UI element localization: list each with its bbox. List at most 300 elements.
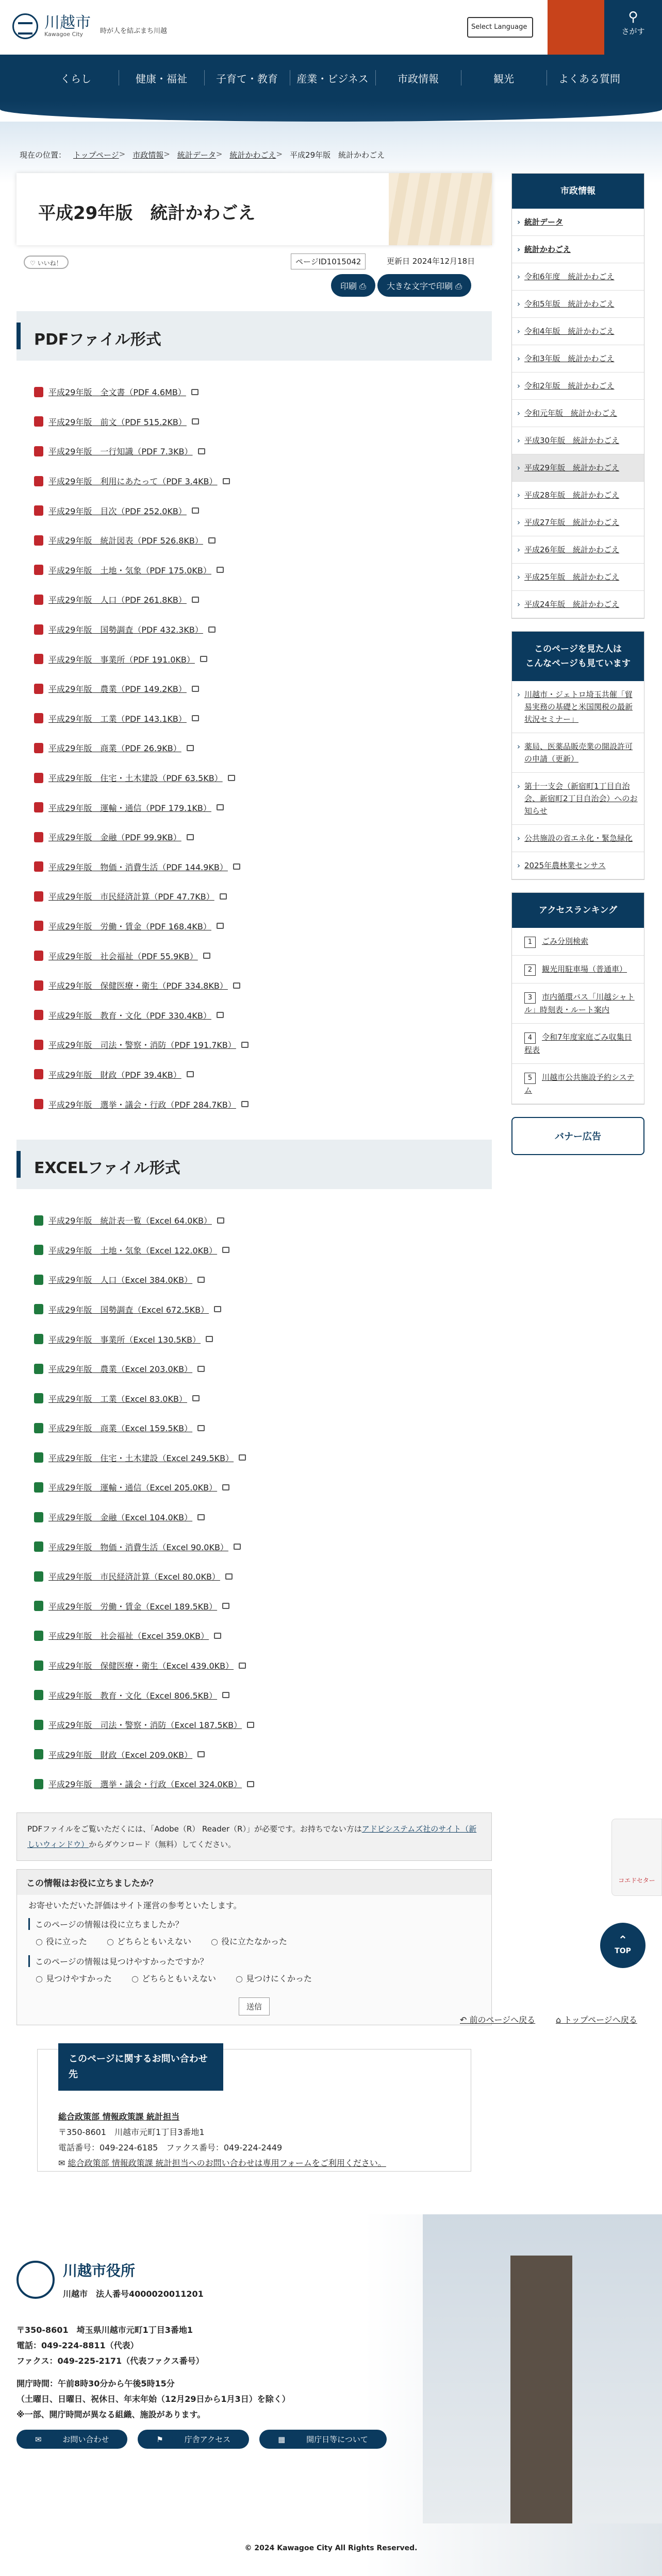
sidebar-link[interactable]: 平成28年版 統計かわごえ [524,490,620,500]
gnav-item-5[interactable]: 観光 [461,55,547,101]
sidebar-link[interactable]: 観光用駐車場（普通車） [542,964,627,974]
radio-option[interactable]: ○ 役に立った [36,1935,87,1947]
file-link-item[interactable] [16,1651,492,1681]
file-link[interactable]: 平成29年版 市民経済計算（Excel 80.0KB） [48,1572,220,1582]
adobe-link[interactable]: アドビシステムズ社のサイト（新しいウィンドウ） [27,1824,477,1849]
file-link-item[interactable] [16,377,492,407]
contact-address: 〒350-8601 川越市元町1丁目3番地1 [58,2127,205,2137]
footer-address-line: 開庁時間：午前8時30分から午後5時15分 [16,2379,175,2388]
file-link-item[interactable] [16,704,492,734]
breadcrumb-item[interactable]: 市政情報 [133,150,164,160]
sidebar-link[interactable]: 平成29年版 統計かわごえ [524,463,620,472]
pdf-icon [34,743,43,753]
sidebar-link[interactable]: 第十一支会（新宿町1丁目自治会、新宿町2丁目自治会）へのお知らせ [524,782,638,816]
sidebar-link[interactable]: 公共施設の省エネ化・緊急緑化 [524,834,633,843]
menu-button[interactable] [548,0,604,55]
file-link-item[interactable] [16,971,492,1001]
file-link-item[interactable] [16,1000,492,1030]
sidebar-item[interactable] [512,454,644,482]
pdf-icon [34,535,43,546]
radio-option[interactable]: ○ どちらともいえない [107,1935,191,1947]
file-link-item[interactable] [16,1680,492,1710]
file-link[interactable]: 平成29年版 国勢調査（Excel 672.5KB） [48,1304,209,1315]
file-link-item[interactable] [16,1502,492,1532]
sidebar-link[interactable]: 2025年農林業センサス [524,861,606,870]
gnav-item-6[interactable]: よくある質問 [547,55,632,101]
pdf-note-text: PDFファイルをご覧いただくには、「Adobe（R） Reader（R）」が必要です。お持ちでない方は [27,1824,362,1834]
external-window-icon [187,745,194,751]
map-icon: ⚑ [147,2431,172,2448]
related-list [512,681,644,879]
external-window-icon [192,597,199,603]
excel-icon [34,1512,43,1522]
pdf-icon [34,446,43,456]
sidebar-link[interactable]: 平成30年版 統計かわごえ [524,436,620,445]
file-link[interactable]: 平成29年版 土地・気象（PDF 175.0KB） [48,565,211,575]
sidebar-item[interactable] [512,591,644,618]
file-link-item[interactable] [16,1621,492,1651]
sidebar-link[interactable]: 平成24年版 統計かわごえ [524,600,620,609]
external-window-icon [222,1247,229,1253]
file-link-item[interactable] [16,526,492,555]
file-link-item[interactable] [16,436,492,466]
external-window-icon [233,863,240,870]
search-button[interactable] [604,0,662,55]
excel-icon [34,1779,43,1789]
file-link[interactable]: 平成29年版 住宅・土木建設（Excel 249.5KB） [48,1453,234,1463]
excel-icon [34,1393,43,1403]
external-window-icon [239,1663,246,1669]
sidebar-item[interactable] [512,427,644,454]
sidebar-item[interactable] [512,681,644,733]
ranking-title: アクセスランキング [512,893,644,928]
file-link-item[interactable] [16,911,492,941]
calendar-icon: ▦ [269,2431,294,2448]
external-window-icon [217,923,224,929]
external-window-icon [217,1012,224,1018]
footer-address-line: ※一部、開庁時間が異なる組織、施設があります。 [16,2410,206,2419]
pdf-reader-note [16,1812,492,1861]
sidebar-item[interactable] [512,852,644,879]
breadcrumb-item[interactable]: 統計かわごえ [229,150,276,160]
file-link[interactable]: 平成29年版 選挙・議会・行政（Excel 324.0KB） [48,1780,242,1790]
sidebar-item[interactable] [512,564,644,591]
file-link-item[interactable] [16,1324,492,1354]
file-link[interactable]: 平成29年版 住宅・土木建設（PDF 63.5KB） [48,773,223,784]
external-window-icon [228,775,235,781]
file-link[interactable]: 平成29年版 教育・文化（PDF 330.4KB） [48,1010,211,1021]
language-select[interactable]: Select Language [467,17,533,38]
file-link-item[interactable] [16,1235,492,1265]
excel-icon [34,1452,43,1463]
sidebar-item[interactable] [512,956,644,984]
ranking-list [512,928,644,1104]
home-icon: ⌂ [556,2015,561,2025]
file-link-item[interactable] [16,1532,492,1562]
excel-icon [34,1690,43,1700]
top-page-label: トップページへ戻る [564,2015,637,2025]
external-window-icon [220,893,227,900]
file-link-item[interactable] [16,615,492,645]
file-link-item[interactable] [16,555,492,585]
sidebar-item[interactable] [512,1064,644,1104]
sidebar-item[interactable] [512,291,644,318]
external-window-icon [223,478,230,484]
sidebar-item[interactable] [512,482,644,509]
external-window-icon [247,1722,254,1728]
breadcrumb-item[interactable]: トップページ [73,150,119,160]
file-link-item[interactable] [16,941,492,971]
sidebar [511,173,644,1155]
file-link[interactable]: 平成29年版 保健医療・衛生（Excel 439.0KB） [48,1661,234,1671]
external-window-icon [197,1514,205,1520]
external-window-icon [241,1042,249,1048]
file-link[interactable]: 平成29年版 利用にあたって（PDF 3.4KB） [48,477,218,487]
catchphrase: 時が人を結ぶまち川越 [100,27,168,35]
file-link[interactable]: 平成29年版 労働・賃金（Excel 189.5KB） [48,1601,218,1612]
file-link-item[interactable] [16,733,492,763]
radio-option[interactable]: ○ 役に立たなかった [211,1935,287,1947]
file-link[interactable]: 平成29年版 国勢調査（PDF 432.3KB） [48,625,203,635]
file-link[interactable]: 平成29年版 一行知識（PDF 7.3KB） [48,447,193,457]
page-meta [16,245,492,291]
sidebar-link[interactable]: 薬局、医薬品販売業の開設許可の申請（更新） [524,742,633,764]
file-link[interactable]: 平成29年版 社会福祉（Excel 359.0KB） [48,1631,209,1641]
file-link-item[interactable] [16,466,492,496]
file-link[interactable]: 平成29年版 金融（PDF 99.9KB） [48,833,181,843]
sidebar-item[interactable] [512,825,644,852]
external-window-icon [187,1071,194,1077]
banner-ad-link[interactable]: バナー広告 [511,1117,644,1155]
pdf-icon [34,861,43,872]
sidebar-link[interactable]: 令和7年度家庭ごみ収集日程表 [524,1032,632,1055]
file-link[interactable]: 平成29年版 物価・消費生活（PDF 144.9KB） [48,862,228,872]
file-link[interactable]: 平成29年版 事業所（Excel 130.5KB） [48,1334,201,1345]
footer-address [16,2323,290,2422]
file-link[interactable]: 平成29年版 農業（PDF 149.2KB） [48,684,187,694]
excel-icon [34,1660,43,1671]
file-link[interactable]: 平成29年版 労働・賃金（PDF 168.4KB） [48,921,211,931]
print-large-button[interactable] [377,274,471,297]
sidebar-item[interactable] [512,984,644,1024]
sidebar-link[interactable]: ごみ分別検索 [542,937,589,946]
file-link[interactable]: 平成29年版 運輸・通信（PDF 179.1KB） [48,803,211,813]
pdf-icon [34,624,43,635]
sidebar-link[interactable]: 令和6年度 統計かわごえ [524,272,615,281]
file-link-item[interactable] [16,1383,492,1413]
footer-logo [16,2260,204,2299]
sidebar-item[interactable] [512,536,644,564]
bell-tower-image [423,2214,662,2523]
back-link[interactable] [460,2013,535,2025]
print-large-label: 大きな文字で印刷 [387,281,453,291]
footer-btn-label: 庁舎アクセス [175,2431,240,2448]
related-title: このページを見た人は こんなページも見ています [512,632,644,681]
file-link[interactable]: 平成29年版 財政（Excel 209.0KB） [48,1750,193,1760]
file-link-item[interactable] [16,496,492,526]
sidebar-item[interactable] [512,236,644,263]
excel-file-list [16,1206,492,1799]
sidebar-item[interactable] [512,263,644,291]
file-link-item[interactable] [16,1206,492,1235]
external-window-icon [222,1603,229,1609]
sidebar-link[interactable]: 市内循環バス「川越シャトル」時刻表・ルート案内 [524,992,635,1014]
file-link-item[interactable] [16,1769,492,1799]
page-title: 平成29年版 統計かわごえ [38,203,256,224]
gnav-item-0[interactable]: くらし [60,72,91,85]
header-wave [0,101,662,122]
footer-address-line: 電話：049-224-8811（代表） [16,2341,139,2350]
sidebar-nav-list [512,209,644,618]
breadcrumb-item[interactable]: 統計データ [177,150,216,160]
file-link[interactable]: 平成29年版 市民経済計算（PDF 47.7KB） [48,892,214,902]
contact-title: このページに関するお問い合わせ先 [58,2043,223,2091]
file-link[interactable]: 平成29年版 司法・警察・消防（Excel 187.5KB） [48,1720,242,1731]
search-label: さがす [621,27,645,36]
sidebar-link[interactable]: 川越市・ジェトロ埼玉共催「貿易実務の基礎と米国関税の最新状況セミナー」 [524,690,633,724]
sidebar-link[interactable]: 平成26年版 統計かわごえ [524,545,620,554]
sidebar-link[interactable]: 統計かわごえ [524,245,571,254]
external-window-icon [247,1781,254,1787]
external-window-icon [233,982,240,989]
footer-contact-button[interactable] [16,2430,127,2449]
pdf-icon [34,684,43,694]
file-link-item[interactable] [16,1472,492,1502]
file-link[interactable]: 平成29年版 工業（PDF 143.1KB） [48,714,187,724]
file-link[interactable]: 平成29年版 運輸・通信（Excel 205.0KB） [48,1483,218,1493]
file-link-item[interactable] [16,644,492,674]
external-window-icon [222,1484,229,1490]
excel-icon [34,1364,43,1374]
pdf-icon [34,713,43,723]
file-link-item[interactable] [16,1265,492,1295]
footer-btn-label: 開庁日等について [297,2431,377,2448]
external-window-icon [217,804,224,810]
rank-number: 1 [524,937,536,948]
print-button[interactable] [331,274,375,297]
print-label: 印刷 [340,281,357,291]
external-window-icon [214,1633,221,1639]
file-link[interactable]: 平成29年版 教育・文化（Excel 806.5KB） [48,1690,218,1701]
footer-address-line: 〒350-8601 埼玉県川越市元町1丁目3番地1 [16,2325,193,2335]
sidebar-item[interactable] [512,1024,644,1064]
file-link[interactable]: 平成29年版 事業所（PDF 191.0KB） [48,654,195,665]
breadcrumb [20,149,392,160]
excel-icon [34,1571,43,1582]
file-link-item[interactable] [16,407,492,437]
sidebar-nav-box [511,173,644,619]
related-pages-box [511,631,644,880]
sidebar-item[interactable] [512,372,644,400]
file-link[interactable]: 平成29年版 土地・気象（Excel 122.0KB） [48,1245,218,1256]
like-button[interactable]: ♡ いいね！ [24,256,69,269]
file-link[interactable]: 平成29年版 金融（Excel 104.0KB） [48,1513,193,1523]
file-link[interactable]: 平成29年版 工業（Excel 83.0KB） [48,1394,187,1404]
sidebar-link[interactable]: 令和3年版 統計かわごえ [524,354,615,363]
excel-icon [34,1215,43,1226]
external-window-icon [203,953,210,959]
file-link-item[interactable] [16,585,492,615]
sidebar-item[interactable] [512,209,644,236]
external-window-icon [217,567,224,573]
external-window-icon [192,686,199,692]
survey-question-2: このページの情報は見つけやすかったですか？ [28,1955,491,1967]
file-link[interactable]: 平成29年版 商業（Excel 159.5KB） [48,1423,193,1434]
external-window-icon [191,389,198,395]
file-link[interactable]: 平成29年版 人口（PDF 261.8KB） [48,595,187,605]
file-link[interactable]: 平成29年版 物価・消費生活（Excel 90.0KB） [48,1542,228,1552]
search-icon: ⚲ [628,9,638,25]
file-link[interactable]: 平成29年版 財政（PDF 39.4KB） [48,1070,181,1080]
file-link-item[interactable] [16,822,492,852]
external-window-icon [214,1306,221,1312]
file-link[interactable]: 平成29年版 前文（PDF 515.2KB） [48,417,187,427]
rank-number: 2 [524,964,536,976]
file-link[interactable]: 平成29年版 全文書（PDF 4.6MB） [48,387,186,398]
excel-icon [34,1304,43,1314]
pdf-icon [34,1069,43,1079]
excel-heading: EXCELファイル形式 [34,1159,180,1177]
external-window-icon [225,1573,233,1580]
sidebar-item[interactable] [512,509,644,536]
contact-form-link[interactable] [58,2156,386,2171]
file-link[interactable]: 平成29年版 商業（PDF 26.9KB） [48,743,181,754]
sidebar-item[interactable] [512,345,644,372]
page-nav [0,2013,662,2034]
feedback-survey [16,1869,492,2025]
pdf-icon [34,773,43,783]
mail-icon: ✉ [26,2431,51,2448]
file-link[interactable]: 平成29年版 統計図表（PDF 526.8KB） [48,536,203,546]
file-link[interactable]: 平成29年版 司法・警察・消防（PDF 191.7KB） [48,1040,236,1050]
sidebar-link[interactable]: 令和元年版 統計かわごえ [524,409,618,418]
top-label: TOP [615,1947,631,1955]
back-icon: ↶ [460,2015,467,2025]
page-title-box [16,173,492,245]
sidebar-link[interactable]: 令和5年版 統計かわごえ [524,299,615,309]
top-page-link[interactable] [556,2013,637,2025]
file-link-item[interactable] [16,674,492,704]
file-link-item[interactable] [16,1295,492,1325]
excel-icon [34,1601,43,1611]
gnav-item-2[interactable]: 子育て・教育 [204,55,290,101]
file-link-item[interactable] [16,792,492,822]
footer-access-button[interactable] [138,2430,249,2449]
title-decoration [389,173,492,245]
file-link-item[interactable] [16,1591,492,1621]
contact-form-text[interactable]: 総合政策部 情報政策課 統計担当へのお問い合わせは専用フォームをご利用ください。 [68,2158,386,2168]
mascot-widget[interactable]: コエドセター [611,1819,662,1896]
pdf-icon [34,595,43,605]
survey-question-1: このページの情報は役に立ちましたか？ [28,1918,491,1930]
gnav-item-1[interactable]: 健康・福祉 [119,55,204,101]
site-logo[interactable] [12,13,167,39]
file-link-item[interactable] [16,1413,492,1443]
gnav-item-3[interactable]: 産業・ビジネス [290,55,375,101]
contact-box [37,2049,471,2172]
survey-options-2 [17,1967,491,1989]
sidebar-link[interactable]: 統計データ [524,217,564,227]
file-link-item[interactable] [16,763,492,793]
file-link-item[interactable] [16,1354,492,1384]
mail-icon: ✉ [58,2158,65,2168]
sidebar-item[interactable] [512,400,644,427]
sidebar-item[interactable] [512,318,644,345]
radio-option[interactable]: ○ どちらともいえない [131,1972,216,1984]
file-link[interactable]: 平成29年版 農業（Excel 203.0KB） [48,1364,193,1375]
copyright: © 2024 Kawagoe City All Rights Reserved. [244,2544,418,2552]
file-link-item[interactable] [16,1030,492,1060]
external-window-icon [197,1277,205,1283]
file-link[interactable]: 平成29年版 人口（Excel 384.0KB） [48,1275,193,1285]
external-window-icon [222,1692,229,1698]
file-link-item[interactable] [16,882,492,911]
sidebar-item[interactable] [512,773,644,825]
pdf-icon [34,1010,43,1020]
rank-number: 4 [524,1032,536,1044]
radio-option[interactable]: ○ 見つけやすかった [36,1972,112,1984]
contact-org: 総合政策部 情報政策課 統計担当 [58,2111,180,2122]
footer-hours-button[interactable] [259,2430,387,2449]
file-link-item[interactable] [16,1060,492,1090]
external-window-icon [208,626,216,633]
file-link-item[interactable] [16,1710,492,1740]
file-link-item[interactable] [16,1562,492,1591]
back-label: 前のページへ戻る [469,2015,536,2025]
file-link[interactable]: 平成29年版 選挙・議会・行政（PDF 284.7KB） [48,1099,236,1110]
survey-send-button[interactable]: 送信 [239,1997,270,2015]
file-link[interactable]: 平成29年版 社会福祉（PDF 55.9KB） [48,951,198,961]
file-link-item[interactable] [16,1089,492,1119]
sidebar-link[interactable]: 令和2年版 統計かわごえ [524,381,615,391]
radio-option[interactable]: ○ 見つけにくかった [236,1972,312,1984]
printer-icon: ⎙ [455,281,462,291]
external-window-icon [197,1366,205,1372]
survey-intro: お寄せいただいた評価はサイト運営の参考といたします。 [28,1900,242,1910]
file-link-item[interactable] [16,1740,492,1770]
gnav-item-4[interactable]: 市政情報 [375,55,461,101]
ranking-box [511,892,644,1105]
external-window-icon [208,537,216,544]
pdf-icon [34,416,43,427]
site-footer [0,2214,662,2576]
file-link-item[interactable] [16,852,492,882]
file-link[interactable]: 平成29年版 統計表一覧（Excel 64.0KB） [48,1216,212,1226]
pdf-icon [34,951,43,961]
rank-number: 3 [524,992,536,1004]
printer-icon: ⎙ [359,281,366,291]
breadcrumb-separator: > [276,149,283,159]
back-to-top-button[interactable] [600,1923,646,1968]
sidebar-link[interactable]: 平成27年版 統計かわごえ [524,518,620,527]
pdf-file-list [16,377,492,1119]
file-link[interactable]: 平成29年版 保健医療・衛生（PDF 334.8KB） [48,981,228,991]
file-link[interactable]: 平成29年版 目次（PDF 252.0KB） [48,506,187,516]
sidebar-link[interactable]: 川越市公共施設予約システム [524,1073,635,1095]
sidebar-link[interactable]: 平成25年版 統計かわごえ [524,572,620,582]
file-link-item[interactable] [16,1443,492,1473]
sidebar-nav-title: 市政情報 [512,174,644,209]
sidebar-link[interactable]: 令和4年版 統計かわごえ [524,327,615,336]
external-window-icon [239,1454,246,1461]
city-name: 川越市 [44,13,91,32]
sidebar-item[interactable] [512,733,644,773]
pdf-icon [34,476,43,486]
pdf-section-heading [16,311,492,361]
pdf-icon [34,1099,43,1109]
sidebar-item[interactable] [512,928,644,956]
pdf-icon [34,654,43,664]
